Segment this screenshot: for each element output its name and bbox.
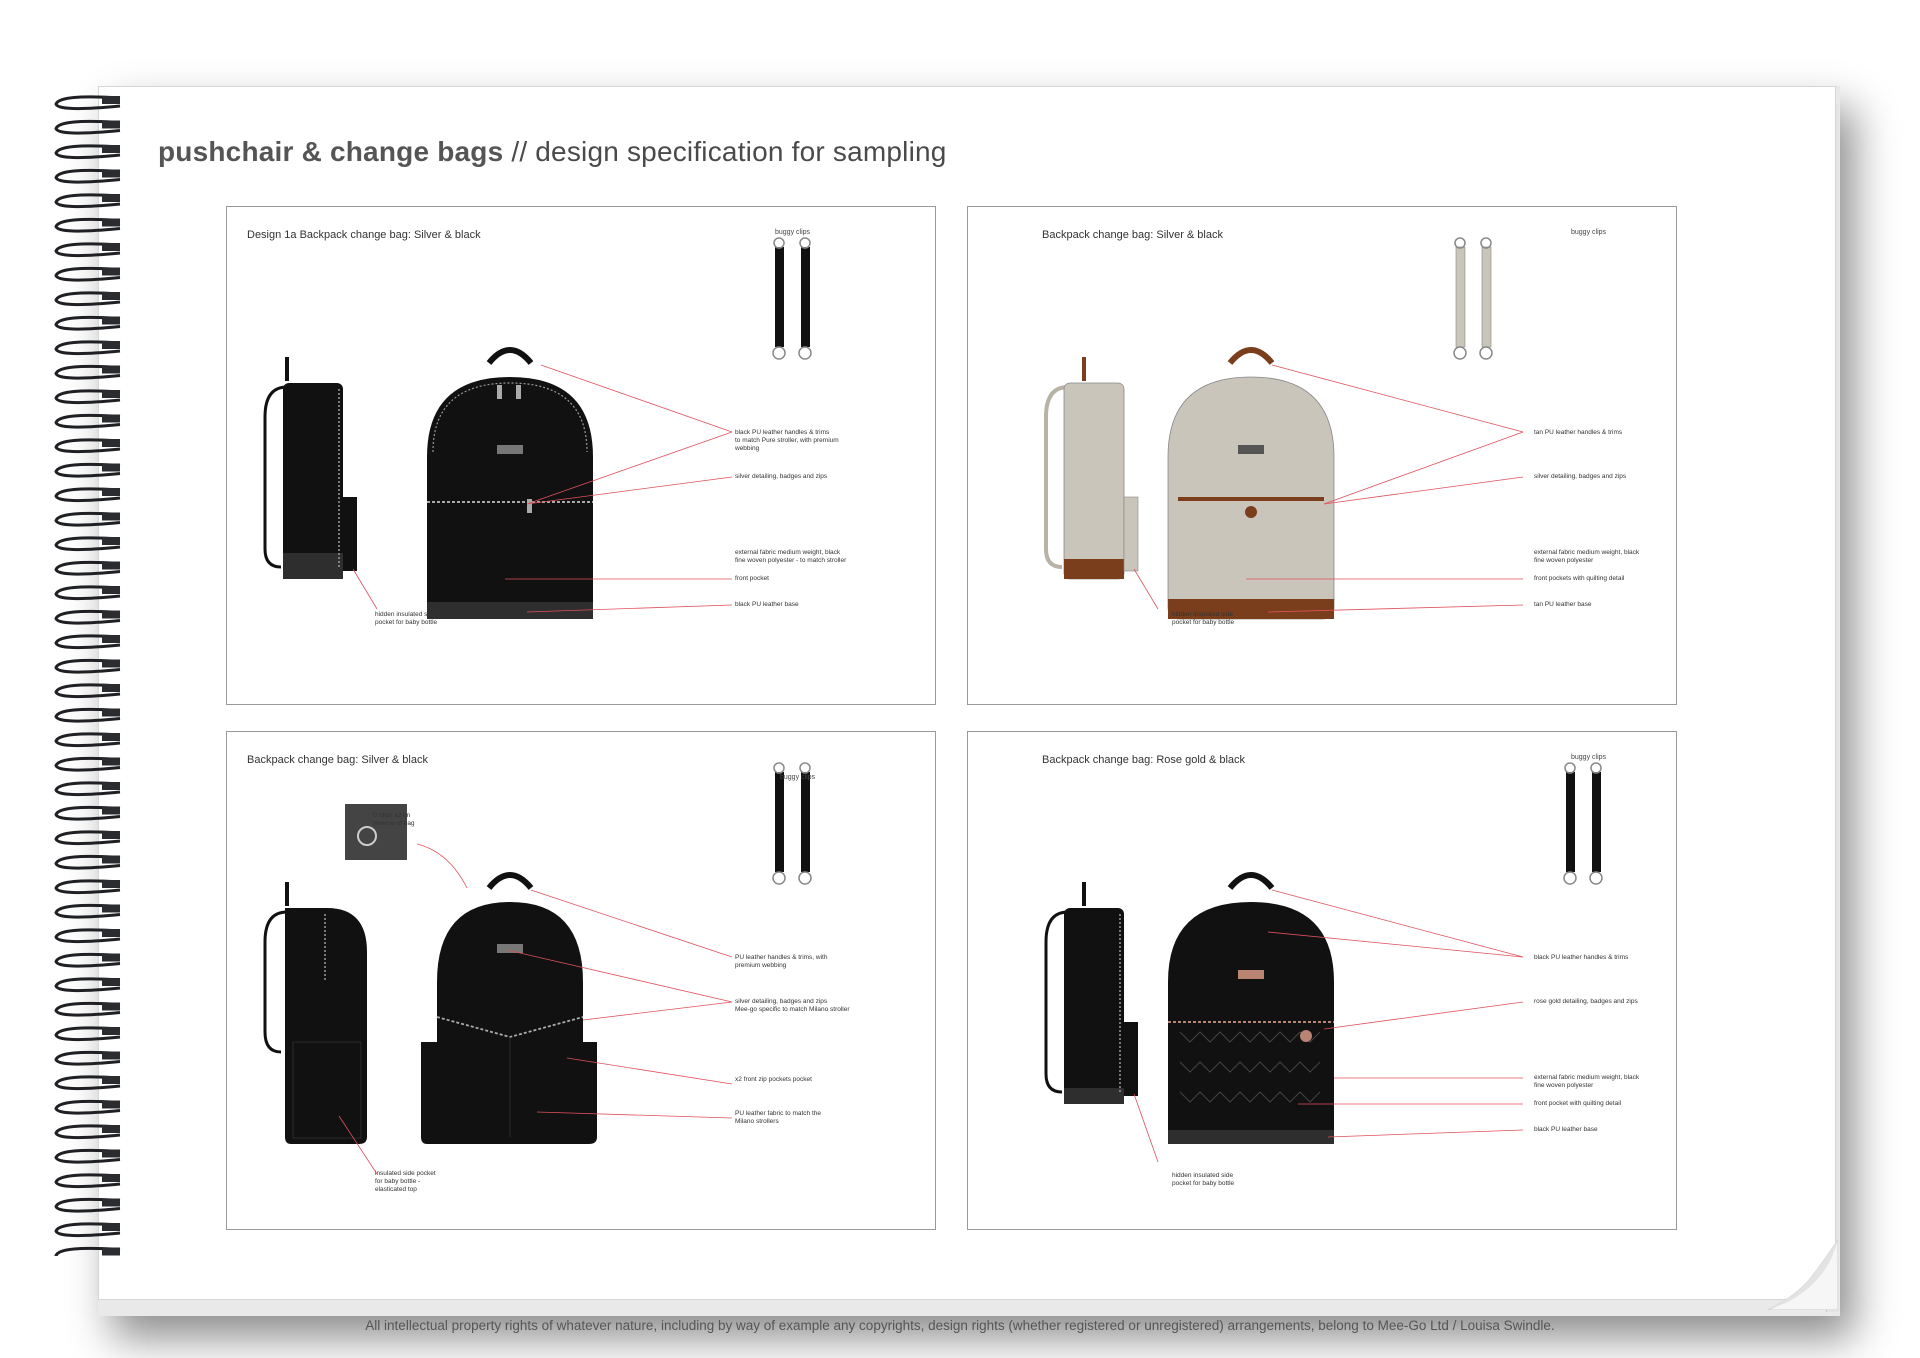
annotation: silver detailing, badges and zips [735,473,828,480]
inset-label: D clips x2 on reverse of bag [373,812,415,827]
annotation: black PU leather handles & trims [1534,954,1629,961]
backpack-illustration [968,207,1676,704]
panel-title: Backpack change bag: Silver & black [1042,229,1223,241]
binding-hole [102,317,120,325]
binding-hole [102,390,120,398]
binding-hole [102,488,120,496]
buggy-clips-label: buggy clips [775,229,811,236]
annotation: hidden insulated side pocket for baby bottle [1172,611,1235,626]
binding-hole [102,194,120,202]
binding-hole [102,758,120,766]
annotation: black PU leather base [735,601,799,608]
annotation: silver detailing, badges and zips Mee-go specific to match Milano stroller [735,998,850,1013]
buggy-clips-label: buggy clips [1571,229,1607,236]
annotation: external fabric medium weight, black fine woven polyester - to match stroller [735,549,847,564]
binding-hole [102,660,120,668]
annotation: x2 front zip pockets pocket [735,1076,812,1083]
binding-hole [102,1150,120,1158]
binding-hole [102,537,120,545]
binding-hole [102,1174,120,1182]
annotation: PU leather handles & trims, with premium webbing [735,954,828,969]
binding-hole [102,439,120,447]
binding-hole [102,464,120,472]
binding-hole [102,1125,120,1133]
binding-hole [102,268,120,276]
annotation: tan PU leather handles & trims [1534,429,1623,436]
binding-hole [102,1027,120,1035]
annotation: hidden insulated side pocket for baby bottle [375,611,438,626]
annotation: rose gold detailing, badges and zips [1534,998,1638,1005]
annotation: hidden insulated side pocket for baby bottle [1172,1172,1235,1187]
binding-hole [102,1101,120,1109]
binding-hole [102,292,120,300]
binding-hole [102,831,120,839]
page-title-rest: // design specification for sampling [503,136,947,167]
binding-hole [102,513,120,521]
annotation: silver detailing, badges and zips [1534,473,1627,480]
binding-hole [102,145,120,153]
backpack-illustration [227,732,935,1229]
binding-hole [102,978,120,986]
page-title [158,136,947,168]
spec-panel-2 [967,206,1677,705]
binding-hole [102,856,120,864]
binding-hole [102,562,120,570]
backpack-illustration [968,732,1676,1229]
annotation: black PU leather base [1534,1126,1598,1133]
page-title-bold: pushchair & change bags [158,136,504,167]
binding-hole [102,1003,120,1011]
buggy-clips-label: buggy clips [1571,754,1607,761]
annotation: insulated side pocket for baby bottle - elasticated top [375,1170,436,1193]
panel-title: Design 1a Backpack change bag: Silver & black [247,229,481,241]
binding-hole [102,586,120,594]
binding-hole [102,709,120,717]
binding-hole [102,905,120,913]
annotation: black PU leather handles & trims to match Pure stroller, with premium webbing [735,429,839,452]
binding-hole [102,807,120,815]
spec-panel-4 [967,731,1677,1230]
binding-hole [102,684,120,692]
binding-hole [102,635,120,643]
binding-hole [102,243,120,251]
page-curl [1758,1240,1838,1310]
backpack-illustration [227,207,935,704]
binding-hole [102,880,120,888]
binding-hole [102,341,120,349]
annotation: front pocket with quilting detail [1534,1100,1622,1107]
spec-panel-3 [226,731,936,1230]
copyright-notice: All intellectual property rights of whatever nature, including by way of example any copyrights, design rights (whether registered or unregistered) arrangements, belong to Mee-Go Ltd / Louisa Swindle. [365,1318,1555,1333]
annotation: front pockets with quilting detail [1534,575,1625,582]
binding-hole [102,1223,120,1231]
spiral-binding [50,86,130,1256]
binding-hole [102,170,120,178]
binding-hole [102,929,120,937]
binding-hole [102,782,120,790]
panel-title: Backpack change bag: Silver & black [247,754,428,766]
binding-hole [102,1248,120,1256]
buggy-clips-label: buggy clips [780,774,816,781]
binding-hole [102,121,120,129]
binding-hole [102,733,120,741]
annotation: external fabric medium weight, black fine woven polyester [1534,1074,1640,1089]
annotation: tan PU leather base [1534,601,1592,608]
spec-panel-1 [226,206,936,705]
binding-hole [102,96,120,104]
binding-hole [102,219,120,227]
annotation: external fabric medium weight, black fine woven polyester [1534,549,1640,564]
binding-hole [102,1052,120,1060]
annotation: PU leather fabric to match the Milano strollers [735,1110,821,1125]
annotation: front pocket [735,575,769,582]
panel-title: Backpack change bag: Rose gold & black [1042,754,1246,766]
binding-hole [102,611,120,619]
binding-hole [102,954,120,962]
binding-hole [102,1076,120,1084]
binding-hole [102,415,120,423]
binding-hole [102,1199,120,1207]
binding-hole [102,366,120,374]
